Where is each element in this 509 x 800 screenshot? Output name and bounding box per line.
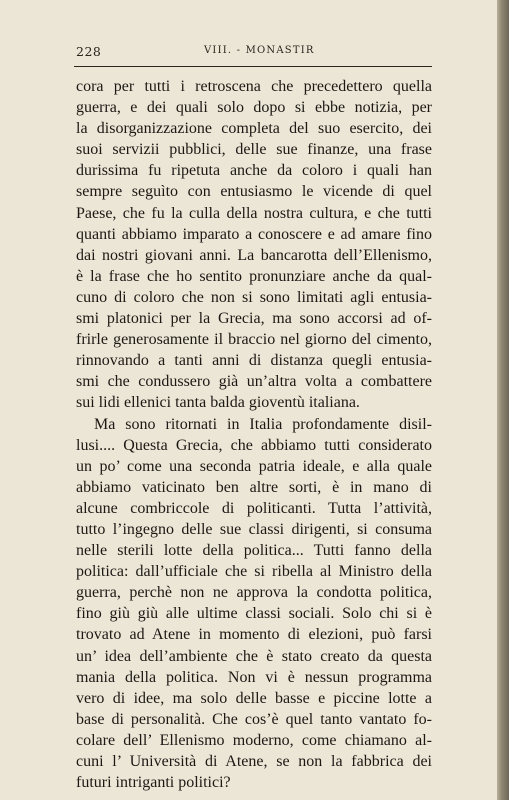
text-line: sui lidi ellenici tanta balda gioventù italiana. bbox=[76, 394, 360, 412]
text-line: un po’ come una seconda patria ideale, e alla quale bbox=[76, 457, 432, 475]
page-number: 228 bbox=[76, 44, 102, 59]
text-line: nelle sterili lotte della politica... Tutti fanno della bbox=[76, 542, 432, 560]
text-line: cuno di coloro che non si sono limitati agli entusia- bbox=[76, 288, 432, 306]
text-line: guerra, perchè non ne approva la condotta politica, bbox=[76, 584, 432, 602]
text-line: trovato ad Atene in momento di elezioni, può farsi bbox=[76, 626, 432, 644]
paragraph bbox=[76, 76, 432, 414]
text-line: mania della politica. Non vi è nessun programma bbox=[76, 668, 432, 686]
page-header bbox=[74, 44, 432, 60]
text-line: Ma sono ritornati in Italia profondamente disil- bbox=[94, 415, 432, 433]
text-line: colare dell’ Ellenismo moderno, come chiamano al- bbox=[76, 731, 432, 749]
running-head: VIII. - MONASTIR bbox=[204, 45, 315, 56]
text-line: tutto l’ingegno delle sue classi dirigenti, si consuma bbox=[76, 520, 432, 538]
text-line: lusi.... Questa Grecia, che abbiamo tutti considerato bbox=[76, 436, 432, 454]
text-line: è la frase che ho sentito pronunziare anche da qual- bbox=[76, 267, 432, 285]
text-line: quanti abbiamo imparato a conoscere e ad amare fino bbox=[76, 225, 432, 243]
text-line: abbiamo vaticinato ben altre sorti, è in mano di bbox=[76, 478, 432, 496]
text-line: dai nostri giovani anni. La bancarotta dell’Ellenismo, bbox=[76, 246, 432, 264]
text-line: rinnovando a tanti anni di distanza quegli entusia- bbox=[76, 352, 432, 370]
text-line: la disorganizzazione completa del suo esercito, dei bbox=[76, 120, 432, 138]
text-line: alcune combriccole di politicanti. Tutta l’attività, bbox=[76, 499, 432, 517]
text-line: futuri intriganti politici? bbox=[76, 774, 231, 792]
text-line: base di personalità. Che cos’è quel tanto vantato fo- bbox=[76, 710, 432, 728]
text-line: politica: dall’ufficiale che si ribella al Ministro della bbox=[76, 563, 432, 581]
body-text bbox=[76, 76, 432, 793]
text-line: frirle generosamente il braccio nel giorno del cimento, bbox=[76, 331, 432, 349]
text-line: smi platonici per la Grecia, ma sono accorsi ad of- bbox=[76, 310, 432, 328]
text-line: suoi servizii pubblici, delle sue finanze, una frase bbox=[76, 141, 432, 159]
text-line: un’ idea dell’ambiente che è stato creato da questa bbox=[76, 647, 432, 665]
text-line: cora per tutti i retroscena che precedettero quella bbox=[76, 78, 432, 95]
book-edge bbox=[497, 0, 509, 800]
text-line: sempre seguìto con entusiasmo le vicende di quel bbox=[76, 183, 432, 201]
text-line: Paese, che fu la culla della nostra cultura, e che tutti bbox=[76, 204, 432, 222]
header-rule bbox=[74, 66, 432, 67]
text-line: guerra, e dei quali solo dopo si ebbe notizia, per bbox=[76, 99, 432, 117]
text-line: cuni l’ Università di Atene, se non la fabbrica dei bbox=[76, 753, 432, 770]
text-line: durissima fu ripetuta anche da coloro i quali han bbox=[76, 162, 432, 180]
text-line: smi che condussero già un’altra volta a combattere bbox=[76, 373, 432, 391]
text-line: vero di idee, ma solo delle basse e piccine lotte a bbox=[76, 689, 432, 707]
text-line: fino giù giù alle ultime classi sociali. Solo chi si è bbox=[76, 605, 432, 623]
paragraph bbox=[76, 414, 432, 794]
